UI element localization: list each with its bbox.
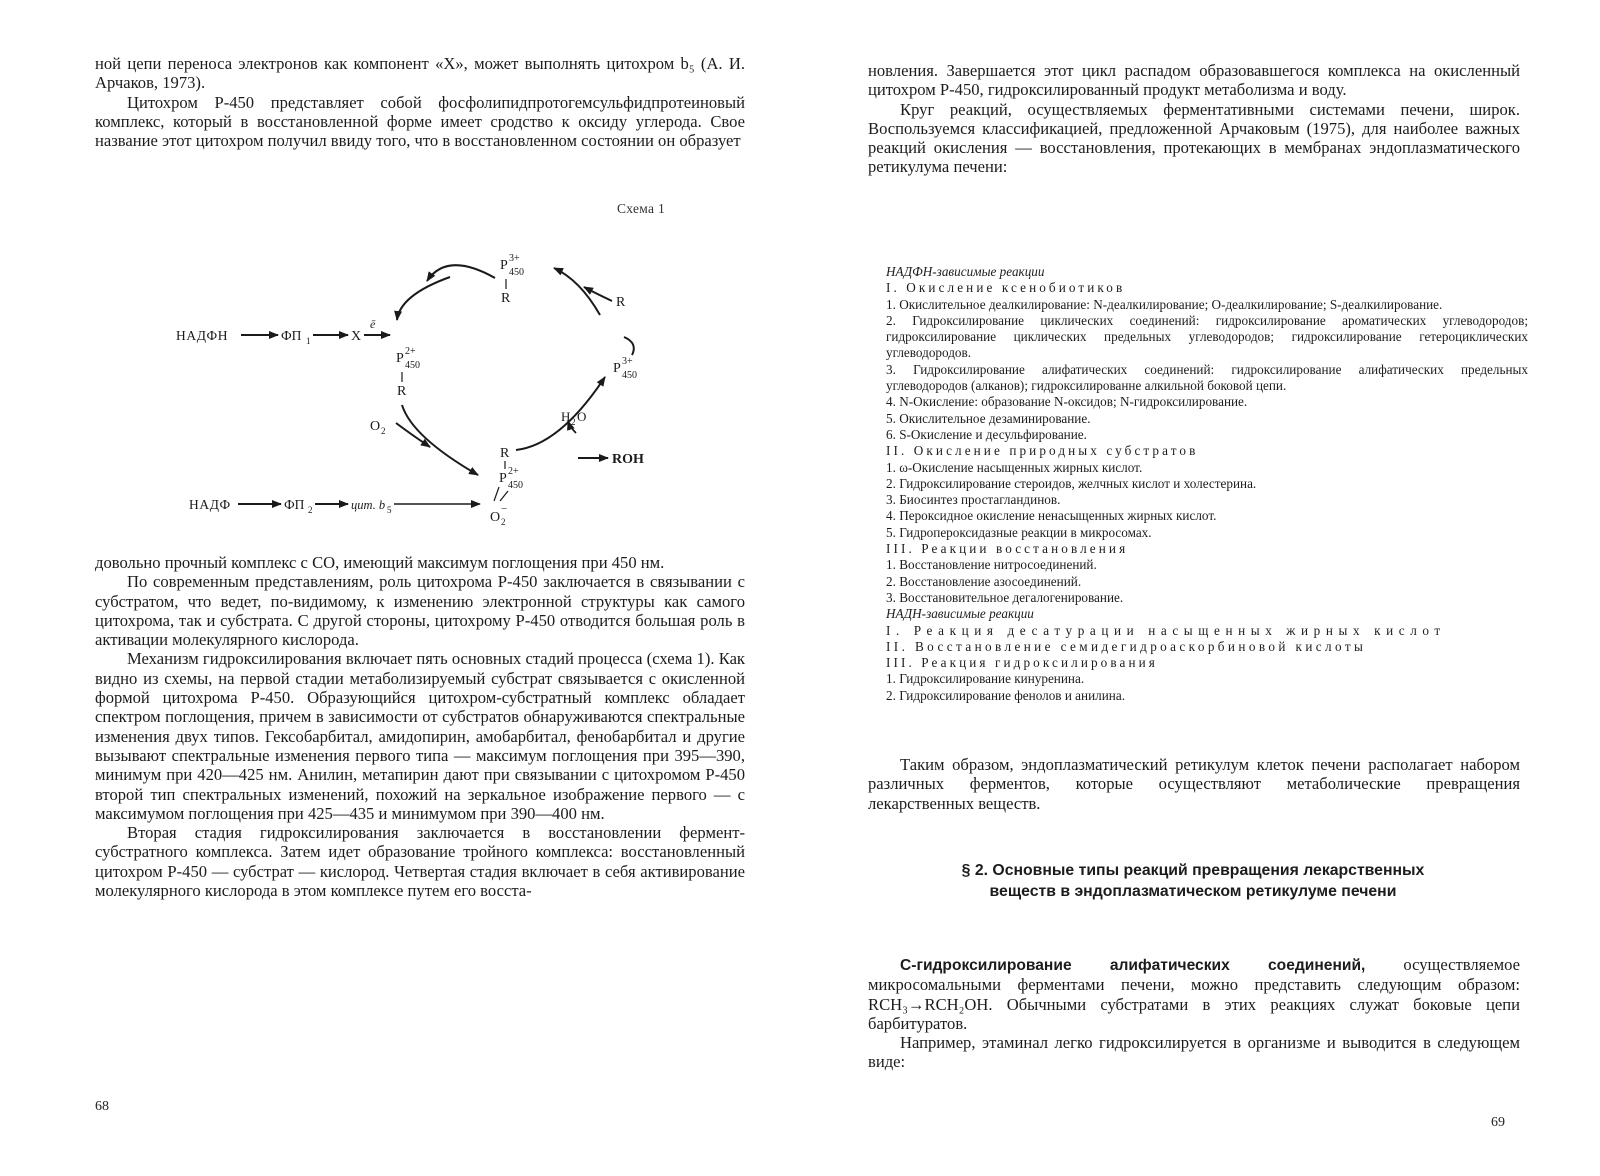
svg-text:P: P <box>499 471 507 486</box>
reaction-group: I. Реакция десатурации насыщенных жирных кислот <box>886 622 1446 638</box>
reaction-item: 1. Окислительное деалкилирование: N-деалкилирование; О-деалкилирование; S-деалкилирование. <box>886 296 1443 312</box>
reaction-item: 1. ω-Окисление насыщенных жирных кислот. <box>886 459 1143 475</box>
p450-oxidized-top-node <box>500 253 524 306</box>
paragraph: довольно прочный комплекс с CO, имеющий максимум поглощения при 450 нм. <box>95 553 665 572</box>
svg-text:2+: 2+ <box>508 466 519 477</box>
reaction-item: 3. Восстановительное дегалогенирование. <box>886 589 1124 605</box>
reaction-list-heading: НАДФН-зависимые реакции <box>886 264 1045 279</box>
svg-text:2: 2 <box>308 505 313 515</box>
right-top-text <box>868 61 1520 177</box>
svg-text:H: H <box>561 409 571 424</box>
paragraph: ной цепи переноса электронов как компонент «X», может выполнять цитохром b₅ (А. И. Арчаков, 1973). <box>95 54 745 93</box>
svg-text:3+: 3+ <box>509 253 520 264</box>
svg-text:НАДФН: НАДФН <box>176 328 229 343</box>
paragraph: По современным представлениям, роль цитохрома Р-450 заключается в связывании с субстратом, что ведет, по-видимому, к изменению электронной структуры как самого цитохрома, так и субстрата. С другой стороны, цитохрому Р-450 отводится большая роль в активации молекулярного кислорода. <box>95 572 745 650</box>
paragraph <box>868 955 1520 1033</box>
svg-text:цит. b: цит. b <box>351 498 386 512</box>
reaction-item: 6. S-Окисление и десульфирование. <box>886 426 1087 442</box>
cycle-arrow-left-top <box>397 277 450 320</box>
scheme-label: Схема 1 <box>617 201 666 216</box>
right-middle-text <box>868 755 1520 813</box>
reaction-group: II. Окисление природных субстратов <box>886 443 1199 459</box>
svg-text:P: P <box>500 258 508 273</box>
svg-text:O: O <box>577 409 587 424</box>
svg-text:2: 2 <box>501 517 506 527</box>
reaction-item: 1. Гидроксилирование кинуренина. <box>886 671 1085 687</box>
roh-label: ROH <box>612 452 644 467</box>
reaction-list-heading: НАДН-зависимые реакции <box>886 606 1034 622</box>
left-bottom-text <box>95 553 745 900</box>
o2-label <box>370 419 386 436</box>
paragraph: Круг реакций, осуществляемых ферментативными системами печени, широк. Воспользуемся классификацией, предложенной Арчаковым (1975), для наиболее важных реакций окисления — восстановления, протекающих в мембранах эндоплазматического ретикулума печени: <box>868 99 1520 177</box>
r-substrate-label: R <box>616 295 626 310</box>
o2-incoming-arrow <box>396 423 430 447</box>
reaction-group: III. Реакция гидроксилирования <box>886 655 1158 671</box>
svg-text:ФП: ФП <box>281 328 302 343</box>
svg-text:1: 1 <box>306 336 311 346</box>
svg-text:2+: 2+ <box>405 346 416 357</box>
svg-text:ē: ē <box>370 317 376 331</box>
reaction-group: I. Окисление ксенобиотиков <box>886 280 1126 296</box>
svg-text:450: 450 <box>405 360 420 371</box>
cycle-arrow-left-down <box>402 405 478 475</box>
nadph-chain <box>176 317 390 346</box>
svg-text:P: P <box>613 361 621 376</box>
left-top-text <box>95 54 745 150</box>
p450-reduced-left-node <box>396 346 420 399</box>
r-incoming-arrow <box>584 287 612 301</box>
reaction-item: 2. Гидроксилирование стероидов, желчных кислот и холестерина. <box>886 475 1257 491</box>
svg-text:2: 2 <box>381 426 386 436</box>
reaction-item: 4. N-Окисление: образование N-оксидов; N-гидроксилирование. <box>886 394 1248 410</box>
paragraph: новления. Завершается этот цикл распадом образовавшегося комплекса на окисленный цитохром Р-450, гидроксилированный продукт метаболизма и воду. <box>868 61 1520 100</box>
reaction-item: 4. Пероксидное окисление ненасыщенных жирных кислот. <box>886 508 1217 524</box>
svg-text:−: − <box>501 503 508 515</box>
paragraph: Вторая стадия гидроксилирования заключается в восстановлении фермент-субстратного комплекса. Затем идет образование тройного комплекса: восстановленный цитохром Р-450 — субстрат — кислород. Четвертая стадия включает в себя активирование молекулярного кислорода в этом комплексе путем его восста- <box>95 823 745 901</box>
page-number: 69 <box>1491 1115 1505 1130</box>
right-bottom-text <box>868 955 1520 1072</box>
reaction-classification-list <box>868 264 1528 704</box>
cytochrome-p450-cycle-scheme <box>150 225 670 555</box>
svg-text:450: 450 <box>508 480 523 491</box>
paragraph: Механизм гидроксилирования включает пять основных стадий процесса (схема 1). Как видно из схемы, на первой стадии метаболизируемый субстрат связывается с окисленной формой цитохрома Р-450. Образующийся цитохром-субстратный комплекс обладает спектром поглощения, причем в зависимости от субстратов обнаруживаются спектральные изменения двух типов. Гексобарбитал, амидопирин, амобарбитал, фенобарбитал и другие вызывают спектральные изменения первого типа — максимум поглощения при 395—390, минимум при 420—425 нм. Анилин, метапирин дают при связывании с цитохромом Р-450 второй тип спектральных изменений, похожий на зеркальное изображение первого — с максимумом поглощения при 425—435 и минимумом при 390—400 нм. <box>95 649 745 823</box>
reaction-item: 3. Гидроксилирование алифатических соединений: гидроксилирование алифатических предельных углеводородов (алканов); гидроксилированне алкильной боковой цепи. <box>886 361 1528 394</box>
p450-oxidized-right-node <box>613 356 637 381</box>
cycle-arrow-top-left <box>427 265 495 281</box>
svg-text:3+: 3+ <box>622 356 633 367</box>
svg-text:ФП: ФП <box>284 497 305 512</box>
paragraph-rest: осуществляемое микросомальными ферментами печени, можно представить следующим образом: RCH₃→RCH₂OH. Обычными субстратами в этих реакциях служат боковые цепи барбитуратов. <box>868 955 1520 1033</box>
reaction-item: 3. Биосинтез простагландинов. <box>886 492 1061 508</box>
svg-text:R: R <box>500 446 510 461</box>
reaction-group: III. Реакции восстановления <box>886 541 1129 557</box>
p450-oxygen-complex-node <box>490 446 523 527</box>
section-heading: § 2. Основные типы реакций превращения лекарственных веществ в эндоплазматическом ретикулуме печени <box>961 862 1425 900</box>
paragraph: Цитохром Р-450 представляет собой фосфолипидпротогемсульфидпротеиновый комплекс, который в восстановленной форме имеет сродство к оксиду углерода. Свое название этот цитохром получил ввиду того, что в восстановленном состоянии он образует <box>95 92 745 151</box>
svg-text:2: 2 <box>571 417 576 427</box>
nadp-chain <box>189 497 480 515</box>
reaction-item: 5. Гидропероксидазные реакции в микросомах. <box>886 524 1152 540</box>
svg-text:O: O <box>370 419 381 434</box>
svg-text:5: 5 <box>387 505 392 515</box>
bold-term: С-гидроксилирование алифатических соединений, <box>900 957 1366 974</box>
cycle-arrow-right-down <box>624 337 634 355</box>
reaction-item: 2. Восстановление азосоединений. <box>886 573 1082 589</box>
reaction-item: 2. Гидроксилирование циклических соединений: гидроксилирование ароматических углеводородов; гидроксилирование циклических предельных углеводородов; гидроксилирование гетероциклических углеводородов. <box>886 312 1528 361</box>
page-number: 68 <box>95 1099 109 1114</box>
svg-text:R: R <box>501 291 511 306</box>
reaction-item: 1. Восстановление нитросоединений. <box>886 557 1097 573</box>
reaction-item: 5. Окислительное дезаминирование. <box>886 410 1091 426</box>
paragraph: Например, этаминал легко гидроксилируется в организме и выводится в следующем виде: <box>868 1033 1520 1072</box>
paragraph: Таким образом, эндоплазматический ретикулум клеток печени располагает набором различных ферментов, которые осуществляют метаболические превращения лекарственных веществ. <box>868 755 1520 813</box>
svg-text:P: P <box>396 351 404 366</box>
svg-text:R: R <box>397 384 407 399</box>
reaction-item: 2. Гидроксилирование фенолов и анилина. <box>886 687 1125 703</box>
svg-text:450: 450 <box>622 370 637 381</box>
svg-text:НАДФ: НАДФ <box>189 497 231 512</box>
svg-text:X: X <box>351 329 362 344</box>
svg-text:O: O <box>490 510 501 525</box>
reaction-group: II. Восстановление семидегидроаскорбиновой кислоты <box>886 638 1367 654</box>
svg-text:450: 450 <box>509 267 524 278</box>
